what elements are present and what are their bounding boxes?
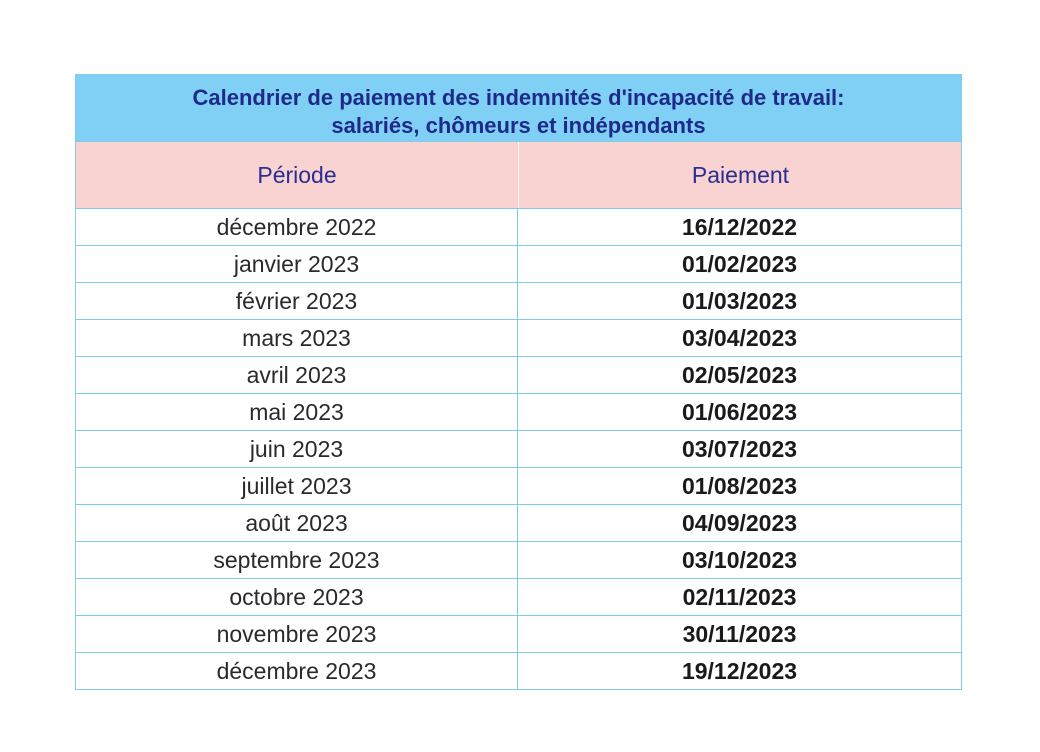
table-row <box>76 616 961 653</box>
payment-date-cell: 30/11/2023 <box>682 620 797 647</box>
table-title-line-2: salariés, chômeurs et indépendants <box>331 113 706 138</box>
table-row <box>76 246 961 283</box>
period-cell: octobre 2023 <box>76 579 518 615</box>
table-row <box>76 579 961 616</box>
period-cell: mai 2023 <box>76 394 518 430</box>
period-cell: août 2023 <box>76 505 518 541</box>
column-header-period: Période <box>76 142 519 208</box>
column-header-payment: Paiement <box>691 161 790 188</box>
payment-date-cell: 16/12/2022 <box>681 213 798 240</box>
table-row <box>76 542 961 579</box>
table-row <box>76 394 961 431</box>
period-cell: janvier 2023 <box>76 246 518 282</box>
payment-date-cell: 03/04/2023 <box>681 324 798 351</box>
period-cell: juillet 2023 <box>76 468 518 504</box>
table-row <box>76 505 961 542</box>
payment-date-cell: 03/10/2023 <box>681 546 798 573</box>
period-cell: avril 2023 <box>76 357 518 393</box>
period-cell: décembre 2022 <box>76 209 518 245</box>
payment-date-cell: 04/09/2023 <box>681 509 798 536</box>
table-row <box>76 468 961 505</box>
payment-date-cell: 19/12/2023 <box>681 657 798 684</box>
table-title-line-1: Calendrier de paiement des indemnités d'incapacité de travail: <box>192 85 845 110</box>
period-cell: mars 2023 <box>76 320 518 356</box>
period-cell: septembre 2023 <box>76 542 518 578</box>
table-row <box>76 283 961 320</box>
payment-date-cell: 02/11/2023 <box>682 583 797 610</box>
table-row <box>76 431 961 468</box>
payment-date-cell: 01/08/2023 <box>681 472 798 499</box>
period-cell: février 2023 <box>76 283 518 319</box>
period-cell: juin 2023 <box>76 431 518 467</box>
table-header-row <box>76 142 961 209</box>
table-row <box>76 209 961 246</box>
period-cell: décembre 2023 <box>76 653 518 689</box>
payment-calendar-table <box>75 74 962 690</box>
payment-date-cell: 01/06/2023 <box>681 398 798 425</box>
table-row <box>76 320 961 357</box>
table-title <box>76 75 961 142</box>
payment-date-cell: 03/07/2023 <box>681 435 798 462</box>
table-row <box>76 357 961 394</box>
table-body <box>76 209 961 689</box>
payment-date-cell: 02/05/2023 <box>681 361 798 388</box>
payment-date-cell: 01/03/2023 <box>681 287 798 314</box>
table-row <box>76 653 961 689</box>
period-cell: novembre 2023 <box>76 616 518 652</box>
payment-date-cell: 01/02/2023 <box>681 250 798 277</box>
